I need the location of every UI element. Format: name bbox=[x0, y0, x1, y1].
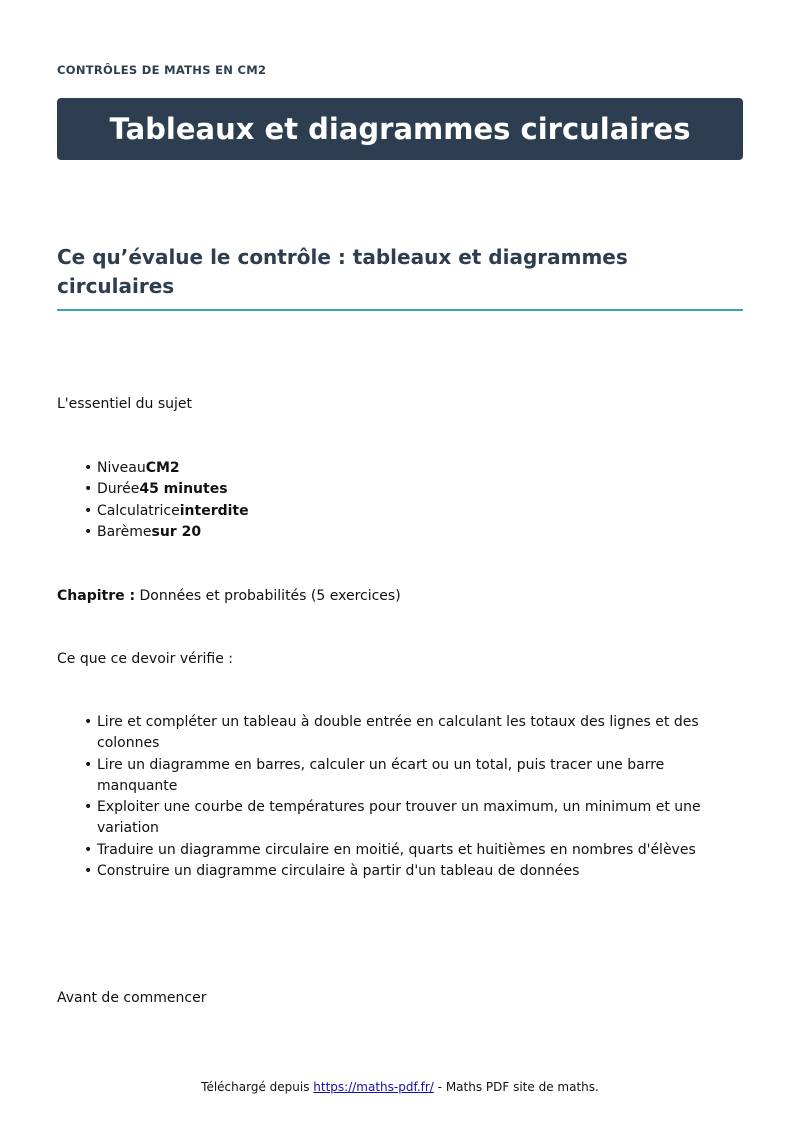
check-text: Lire un diagramme en barres, calculer un écart ou un total, puis tracer une barre manquante bbox=[97, 756, 665, 794]
essential-label: Calculatrice bbox=[97, 502, 180, 519]
checks-label: Ce que ce devoir vérifie : bbox=[57, 651, 234, 667]
footer-link[interactable]: https://maths-pdf.fr/ bbox=[313, 1080, 434, 1094]
before-start-label: Avant de commencer bbox=[57, 990, 207, 1006]
essentials-label: L'essentiel du sujet bbox=[57, 396, 193, 412]
essential-label: Durée bbox=[97, 481, 140, 498]
check-text: Lire et compléter un tableau à double entrée en calculant les totaux des lignes et des colonnes bbox=[97, 714, 699, 752]
bullet-icon: • bbox=[84, 756, 93, 773]
section-heading: Ce qu’évalue le contrôle : tableaux et diagrammes circulaires bbox=[57, 243, 743, 311]
bullet-icon: • bbox=[84, 523, 93, 540]
essential-value: sur 20 bbox=[151, 523, 202, 540]
page-kicker: CONTRÔLES DE MATHS EN CM2 bbox=[57, 63, 267, 77]
list-item bbox=[57, 501, 249, 522]
footer-prefix: Téléchargé depuis bbox=[201, 1080, 310, 1094]
page-footer bbox=[0, 1080, 800, 1094]
essential-value: 45 minutes bbox=[139, 481, 228, 498]
bullet-icon: • bbox=[84, 714, 93, 730]
essential-value: interdite bbox=[179, 502, 249, 519]
bullet-icon: • bbox=[84, 502, 93, 519]
list-item bbox=[57, 755, 717, 798]
list-item bbox=[57, 522, 249, 543]
list-item bbox=[57, 458, 249, 479]
list-item bbox=[57, 840, 717, 861]
bullet-icon: • bbox=[84, 863, 93, 880]
chapter-line bbox=[57, 588, 401, 604]
checks-list bbox=[57, 712, 717, 882]
essential-value: CM2 bbox=[145, 460, 180, 476]
chapter-value: Données et probabilités (5 exercices) bbox=[139, 588, 401, 604]
chapter-label: Chapitre : bbox=[57, 588, 136, 604]
list-item bbox=[57, 797, 717, 840]
essential-label: Barème bbox=[97, 523, 152, 540]
bullet-icon: • bbox=[84, 481, 93, 498]
check-text: Traduire un diagramme circulaire en moitié, quarts et huitièmes en nombres d'élèves bbox=[97, 841, 696, 858]
title-banner bbox=[57, 98, 743, 160]
list-item bbox=[57, 479, 249, 500]
list-item bbox=[57, 861, 717, 882]
essentials-list bbox=[57, 458, 249, 543]
bullet-icon: • bbox=[84, 460, 93, 476]
bullet-icon: • bbox=[84, 799, 93, 816]
bullet-icon: • bbox=[84, 841, 93, 858]
page-title: Tableaux et diagrammes circulaires bbox=[109, 112, 691, 146]
check-text: Construire un diagramme circulaire à partir d'un tableau de données bbox=[97, 863, 580, 880]
footer-suffix: - Maths PDF site de maths. bbox=[437, 1080, 599, 1094]
essential-label: Niveau bbox=[97, 460, 146, 476]
list-item bbox=[57, 712, 717, 755]
check-text: Exploiter une courbe de températures pour trouver un maximum, un minimum et une variation bbox=[97, 799, 701, 837]
